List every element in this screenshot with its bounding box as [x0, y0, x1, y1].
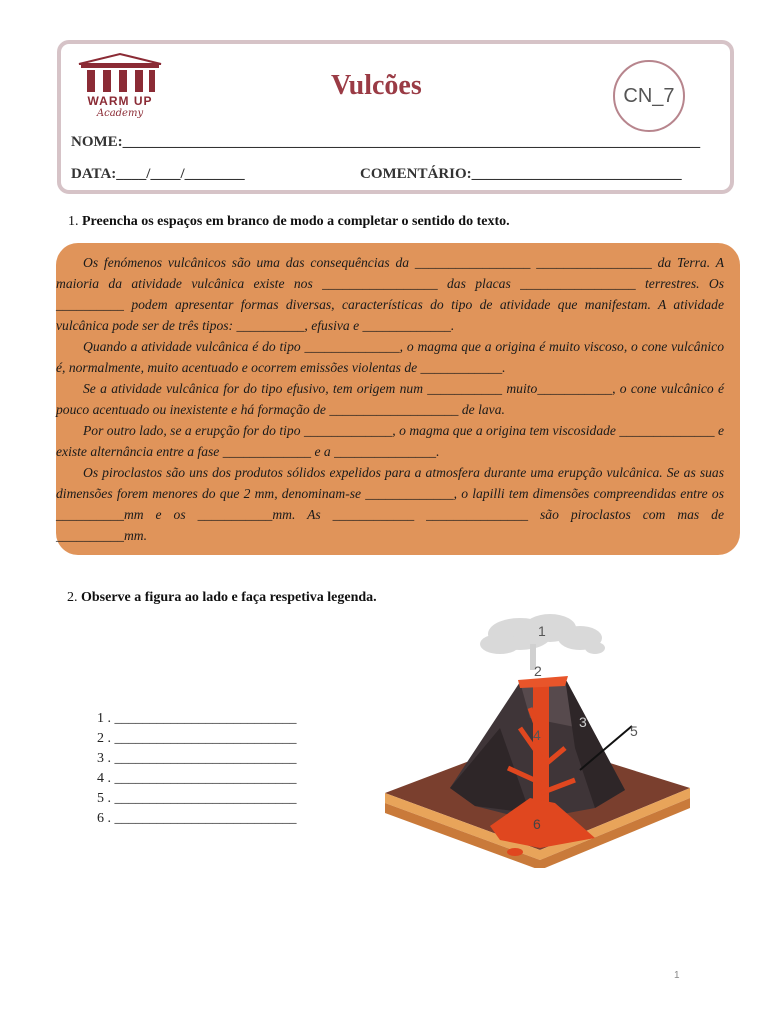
academy-logo	[75, 52, 165, 124]
figure-label-4: 4	[533, 727, 541, 743]
legend-list	[97, 709, 297, 829]
page-title: Vulcões	[331, 70, 422, 101]
question-1-prompt: Preencha os espaços em branco de modo a completar o sentido do texto.	[82, 214, 510, 229]
volcano-diagram	[380, 608, 700, 868]
worksheet-header	[57, 40, 734, 194]
legend-item-5[interactable]: 5 . __________________________	[97, 791, 297, 806]
comment-field[interactable]: COMENTÁRIO:____________________________	[360, 166, 682, 182]
fill-in-text	[56, 252, 724, 546]
question-1-number: 1.	[68, 214, 79, 229]
figure-label-2: 2	[534, 663, 542, 679]
question-2-prompt: Observe a figura ao lado e faça respetiva legenda.	[81, 590, 377, 605]
date-field[interactable]: DATA:____/____/________	[71, 166, 245, 182]
logo-text: WARM UP	[87, 94, 153, 108]
question-1-title	[68, 214, 510, 230]
question-2-title	[67, 590, 377, 606]
name-field[interactable]: NOME:_____________________________________________________________________________	[71, 134, 701, 150]
page-number: 1	[674, 970, 680, 981]
paragraph-1[interactable]: Os fenómenos vulcânicos são uma das consequências da _________________ _________________ da Terra. A maioria da atividade vulcânica existe nos _________________ das placas _________________ terrestres. Os __________ podem apresentar formas diversas, características do tipo de atividade que manifestam. A atividade vulcânica pode ser de três tipos: __________, efusiva e _____________.	[56, 255, 724, 333]
legend-item-2[interactable]: 2 . __________________________	[97, 731, 297, 746]
figure-label-6: 6	[533, 816, 541, 832]
worksheet-code: CN_7	[623, 84, 675, 107]
paragraph-5[interactable]: Os piroclastos são uns dos produtos sólidos expelidos para a atmosfera durante uma erupção vulcânica. Se as suas dimensões forem menores do que 2 mm, denominam-se _____________, o lapilli tem dimensões compreendidas entre os __________mm e os ___________mm. As ____________ _______________ são piroclastos com mas de __________mm.	[56, 465, 724, 543]
figure-label-1: 1	[538, 623, 546, 639]
worksheet-code-badge	[613, 60, 685, 132]
paragraph-3[interactable]: Se a atividade vulcânica for do tipo efusivo, tem origem num ___________ muito___________, o cone vulcânico é pouco acentuado ou inexistente e há formação de ___________________ de lava.	[56, 381, 724, 417]
logo-subtext: Academy	[96, 108, 144, 119]
question-2-number: 2.	[67, 590, 78, 605]
paragraph-4[interactable]: Por outro lado, se a erupção for do tipo _____________, o magma que a origina tem viscosidade ______________ e existe alternância entre a fase _____________ e a _______________.	[56, 423, 724, 459]
legend-item-4[interactable]: 4 . __________________________	[97, 771, 297, 786]
paragraph-2[interactable]: Quando a atividade vulcânica é do tipo ______________, o magma que a origina é muito viscoso, o cone vulcânico é, normalmente, muito acentuado e ocorrem emissões violentas de ____________.	[56, 339, 724, 375]
figure-label-5: 5	[630, 723, 638, 739]
legend-item-3[interactable]: 3 . __________________________	[97, 751, 297, 766]
legend-item-6[interactable]: 6 . __________________________	[97, 811, 297, 826]
legend-item-1[interactable]: 1 . __________________________	[97, 711, 297, 726]
figure-label-3: 3	[579, 714, 587, 730]
